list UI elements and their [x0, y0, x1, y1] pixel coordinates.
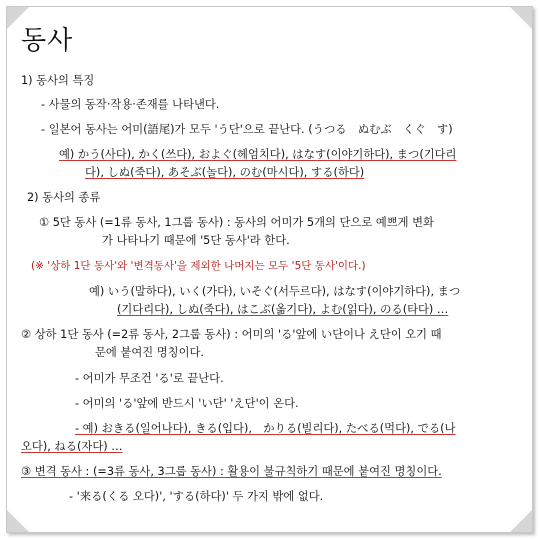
page-title: 동사 [21, 26, 74, 56]
page-corner-fold [510, 7, 532, 29]
irregular-item: - '来る(くる 오다)', 'する(하다)' 두 가지 밖에 없다. [69, 490, 324, 503]
type-item-godan: ① 5단 동사 (=1류 동사, 1그룹 동사) : 동사의 어미가 5개의 단으로 예쁘게 변화 [39, 216, 434, 229]
document-frame [6, 6, 533, 533]
ichidan-item: - 어미가 무조건 'る'로 끝난다. [75, 372, 224, 385]
example-line: 다), しぬ(죽다), あそぶ(놀다), のむ(마시다), する(하다) [85, 166, 365, 179]
type-item-ichidan: 문에 붙여진 명칭이다. [95, 346, 204, 359]
page-corner-fold [7, 510, 29, 532]
type-item-ichidan: ② 상하 1단 동사 (=2류 동사, 2그룹 동사) : 어미의 'る'앞에 い단이나 え단이 오기 때 [21, 328, 442, 341]
type-item-godan: 가 나타나기 때문에 '5단 동사'라 한다. [102, 234, 290, 247]
example-line: - 예) おきる(일어나다), きる(입다), かりる(빌리다), たべる(먹다), でる(나 [75, 422, 456, 435]
example-line: 예) いう(말하다), いく(가다), いそぐ(서두르다), はなす(이야기하다), まつ [89, 285, 461, 298]
section-heading-features: 1) 동사의 특징 [21, 74, 95, 87]
example-line: 오다), ねる(자다) … [21, 440, 123, 453]
section-heading-types: 2) 동사의 종류 [27, 191, 101, 204]
type-item-irregular: ③ 변격 동사 : (=3류 동사, 3그룹 동사) : 활용이 불규칙하기 때문에 붙여진 명칭이다. [21, 465, 442, 478]
page-corner-fold [510, 510, 532, 532]
ichidan-item: - 어미의 'る'앞에 반드시 'い단' 'え단'이 온다. [75, 397, 299, 410]
note-text: (※ '상하 1단 동사'와 '변격동사'을 제외한 나머지는 모두 '5단 동사'이다.) [31, 260, 366, 272]
example-line: (기다리다), しぬ(죽다), はこぶ(옮기다), よむ(읽다), のる(타다) … [117, 303, 449, 316]
feature-item: - 사물의 동작·작용·존재를 나타낸다. [41, 98, 220, 111]
example-line: 예) かう(사다), かく(쓰다), およぐ(헤엄치다), はなす(이야기하다), まつ(기다리 [59, 148, 457, 161]
feature-item: - 일본어 동사는 어미(語尾)가 모두 'う단'으로 끝난다. (うつる ぬむぶ くぐ す) [41, 123, 453, 136]
